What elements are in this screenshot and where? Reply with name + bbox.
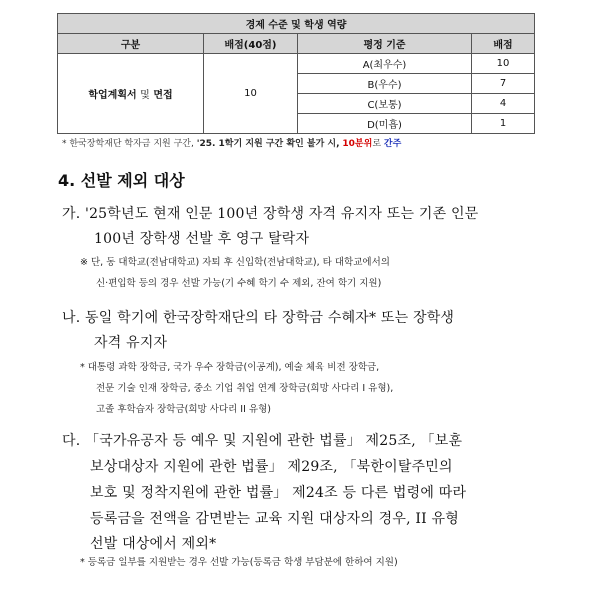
category-part1: 학업계획서 — [88, 90, 137, 101]
category-mid: 및 — [140, 90, 150, 101]
category-part2: 면접 — [153, 90, 173, 101]
grade-cell: A(최우수) — [298, 54, 472, 74]
score-cell: 1 — [472, 114, 535, 134]
item-na-line1: 나. 동일 학기에 한국장학재단의 타 장학금 수혜자* 또는 장학생 — [62, 310, 455, 326]
grade-cell: C(보통) — [298, 94, 472, 114]
table-title: 경제 수준 및 학생 역량 — [58, 14, 535, 34]
item-na-note-line1: * 대통령 과학 장학금, 국가 우수 장학금(이공계), 예술 체육 비전 장학금, — [80, 362, 380, 373]
item-ga-line1: 가. '25학년도 현재 인문 100년 장학생 자격 유지자 또는 기존 인문 — [62, 206, 479, 222]
grade-cell: B(우수) — [298, 74, 472, 94]
item-ga-line2: 100년 장학생 선발 후 영구 탈락자 — [94, 231, 310, 247]
header-category: 구분 — [58, 34, 204, 54]
grade-cell: D(미흡) — [298, 114, 472, 134]
category-points: 10 — [204, 54, 298, 134]
item-ga-note-line1: ※ 단, 동 대학교(전남대학교) 자퇴 후 신입학(전남대학교), 타 대학교에서의 — [80, 257, 390, 268]
score-cell: 4 — [472, 94, 535, 114]
item-na-note-line3: 고졸 후학습자 장학금(희망 사다리 II 유형) — [96, 404, 271, 415]
item-ga-note-line2: 신·편입학 등의 경우 선발 가능(기 수혜 학기 수 제외, 잔여 학기 지원) — [96, 278, 382, 289]
item-da-line2: 보상대상자 지원에 관한 법률」 제29조, 「북한이탈주민의 — [90, 459, 453, 475]
footnote-bold: '25. 1학기 지원 구간 확인 불가 시, — [196, 139, 340, 149]
score-cell: 10 — [472, 54, 535, 74]
header-criteria: 평정 기준 — [298, 34, 472, 54]
item-da-line4: 등록금을 전액을 감면받는 교육 지원 대상자의 경우, II 유형 — [90, 511, 459, 527]
footnote-mid: 로 — [372, 139, 382, 149]
footnote-red: 10분위 — [342, 139, 373, 149]
footnote-blue: 간주 — [383, 139, 402, 149]
scoring-table — [57, 13, 535, 134]
table-footnote — [62, 136, 401, 149]
item-na-note-line2: 전문 기술 인재 장학금, 중소 기업 취업 연계 장학금(희망 사다리 I 유형), — [96, 383, 394, 394]
header-score: 배점 — [472, 34, 535, 54]
section-title: 4. 선발 제외 대상 — [58, 171, 185, 190]
item-da-note: * 등록금 일부를 지원받는 경우 선발 가능(등록금 학생 부담분에 한하여 지원) — [80, 557, 398, 568]
item-da-line3: 보호 및 정착지원에 관한 법률」 제24조 등 다른 법령에 따라 — [90, 485, 467, 501]
score-cell: 7 — [472, 74, 535, 94]
table-row — [58, 54, 535, 74]
item-na-line2: 자격 유지자 — [94, 335, 168, 351]
item-da-line5: 선발 대상에서 제외* — [90, 536, 217, 552]
category-cell — [58, 54, 204, 134]
item-da-line1: 다. 「국가유공자 등 예우 및 지원에 관한 법률」 제25조, 「보훈 — [62, 433, 463, 449]
footnote-prefix: * 한국장학재단 학자금 지원 구간, — [62, 139, 194, 149]
header-points-total: 배점(40점) — [204, 34, 298, 54]
